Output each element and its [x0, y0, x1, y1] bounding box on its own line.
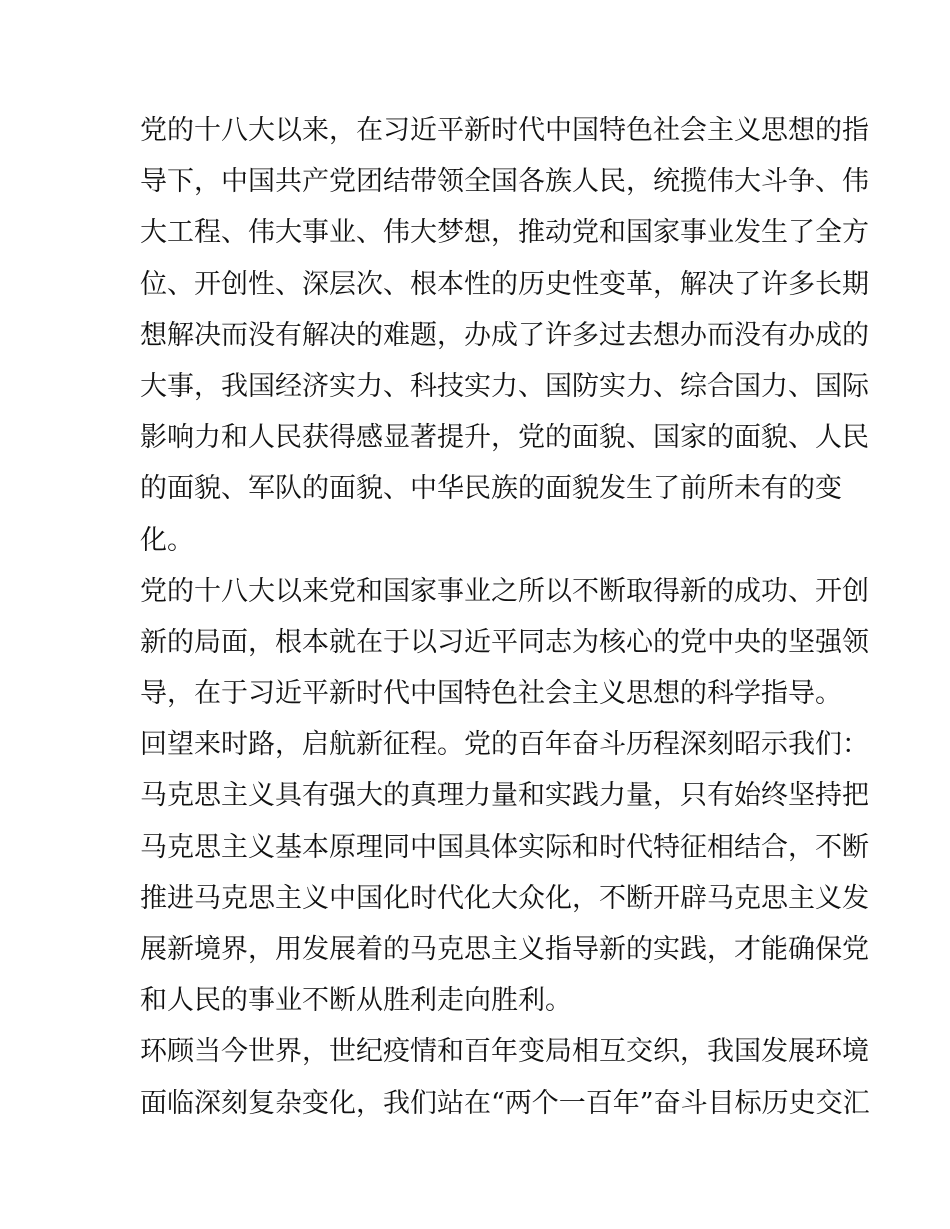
text-line: 导下，中国共产党团结带领全国各族人民，统揽伟大斗争、伟 [140, 166, 869, 198]
text-line: 想解决而没有解决的难题，办成了许多过去想办而没有办成的 [140, 319, 869, 351]
text-line: 化。 [140, 524, 194, 556]
text-line: 新的局面，根本就在于以习近平同志为核心的党中央的坚强领 [140, 626, 869, 658]
text-line: 党的十八大以来，在习近平新时代中国特色社会主义思想的指 [140, 115, 869, 146]
text-line: 大事，我国经济实力、科技实力、国防实力、综合国力、国际 [140, 370, 869, 402]
text-line: 展新境界，用发展着的马克思主义指导新的实践，才能确保党 [140, 934, 869, 965]
text-line: 马克思主义具有强大的真理力量和实践力量，只有始终坚持把 [140, 780, 869, 812]
document-body [140, 105, 870, 1129]
text-line: 推进马克思主义中国化时代化大众化，不断开辟马克思主义发 [140, 882, 869, 914]
text-line: 导，在于习近平新时代中国特色社会主义思想的科学指导。 [140, 678, 842, 710]
text-line: 党的十八大以来党和国家事业之所以不断取得新的成功、开创 [140, 575, 869, 607]
text-line: 位、开创性、深层次、根本性的历史性变革，解决了许多长期 [140, 268, 869, 300]
text-line: 大工程、伟大事业、伟大梦想，推动党和国家事业发生了全方 [140, 217, 869, 249]
text-line: 回望来时路，启航新征程。党的百年奋斗历程深刻昭示我们： [140, 729, 869, 761]
text-line: 影响力和人民获得感显著提升，党的面貌、国家的面貌、人民 [140, 422, 869, 454]
text-line: 和人民的事业不断从胜利走向胜利。 [140, 985, 572, 1017]
text-line: 环顾当今世界，世纪疫情和百年变局相互交织，我国发展环境 [140, 1036, 869, 1068]
text-line: 面临深刻复杂变化，我们站在“两个一百年”奋斗目标历史交汇 [140, 1087, 870, 1119]
text-line: 的面貌、军队的面貌、中华民族的面貌发生了前所未有的变 [140, 473, 842, 505]
text-line: 马克思主义基本原理同中国具体实际和时代特征相结合，不断 [140, 831, 869, 863]
